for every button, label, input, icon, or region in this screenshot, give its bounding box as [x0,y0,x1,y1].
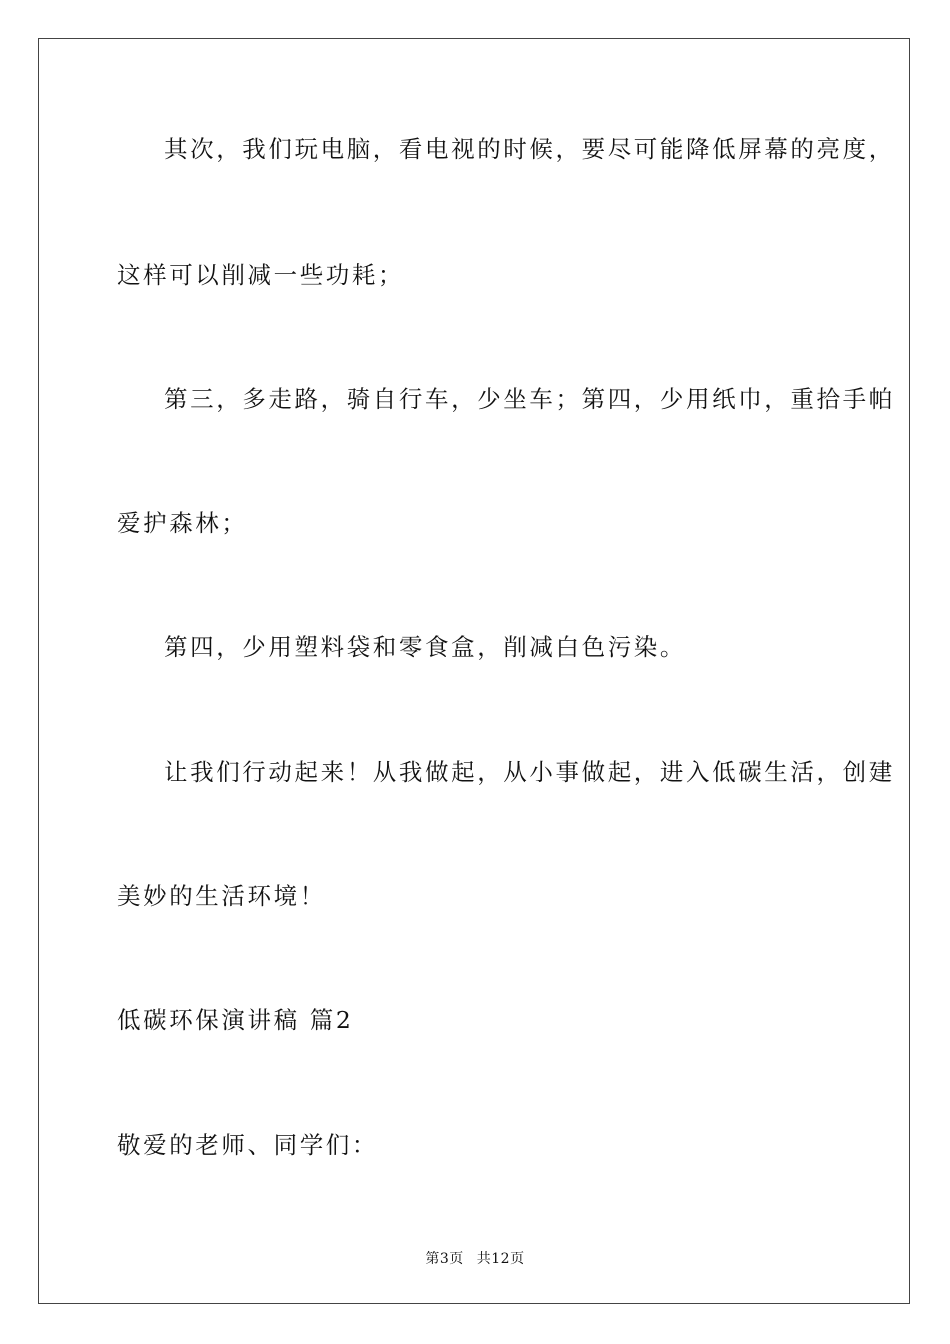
salutation: 敬爱的老师、同学们： [117,1131,378,1159]
paragraph-line: 这样可以削减一些功耗； [117,261,405,289]
page-footer [0,1248,950,1268]
paragraph-line: 爱护森林； [117,509,248,537]
paragraph-line: 美妙的生活环境！ [117,882,326,910]
paragraph-line: 第三，多走路，骑自行车，少坐车；第四，少用纸巾，重拾手帕 [164,385,895,413]
paragraph-line: 让我们行动起来！从我做起，从小事做起，进入低碳生活，创建 [164,758,895,786]
page-border [38,38,910,1304]
section-heading: 低碳环保演讲稿 篇2 [117,1006,354,1034]
paragraph-line: 其次，我们玩电脑，看电视的时候，要尽可能降低屏幕的亮度， [164,135,895,163]
page-number-current: 第3页 [425,1251,464,1267]
paragraph-line: 第四，少用塑料袋和零食盒，削减白色污染。 [164,633,686,661]
page-number-total: 共12页 [476,1251,525,1267]
